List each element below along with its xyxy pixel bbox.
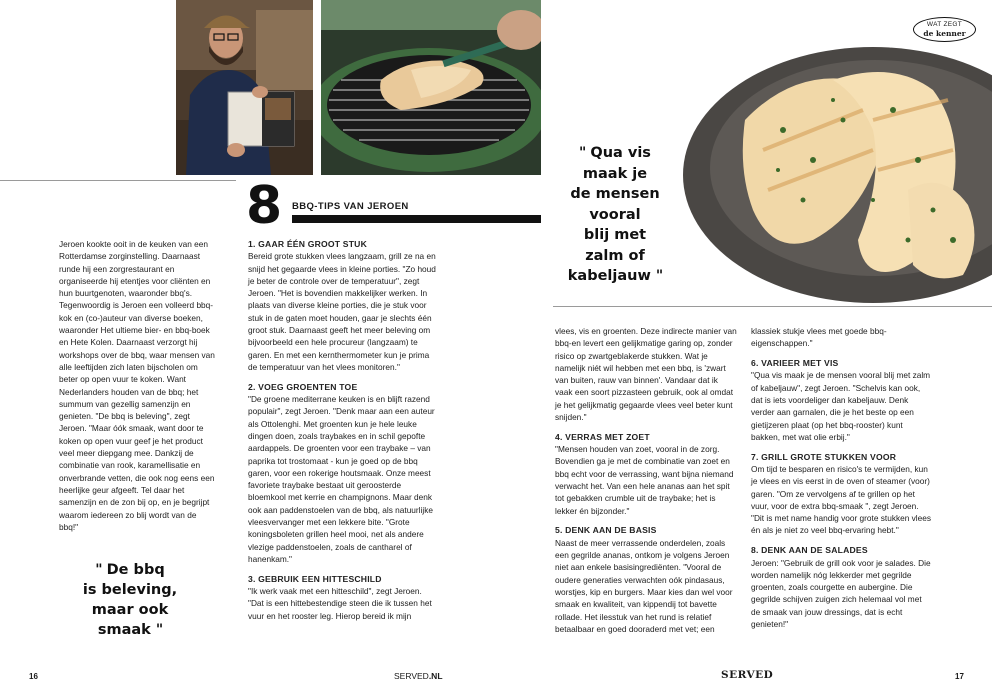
left-top-rule — [0, 180, 236, 181]
tips-column-3 — [751, 325, 933, 638]
tips-number: 8 — [246, 176, 283, 236]
tip-8-text: Jeroen: "Gebruik de grill ook voor je salades. Die worden namelijk nóg lekkerder met gegrilde groenten, zoals courgette en aubergine. Die gegrilde schijven zuigen zich helemaal vol met de smaak van jouw dressings, dat is echt genieten!" — [751, 557, 931, 630]
quote-left-line-4: smaak — [97, 622, 151, 638]
tips-column-1 — [248, 238, 438, 629]
quote-right-line-2: maak je — [582, 165, 648, 182]
badge-line-2: de kenner — [923, 29, 966, 38]
quote-open-mark: " — [95, 562, 102, 578]
quote-right-close-mark: " — [655, 268, 663, 284]
quote-left-line-2: is beleving, — [82, 582, 178, 598]
wat-zegt-badge — [913, 17, 976, 42]
tip-5-continued: klassiek stukje vlees met goede bbq-eigenschappen." — [751, 326, 887, 349]
tips-title-bar — [292, 215, 541, 223]
site-suffix: .NL — [428, 671, 443, 681]
pull-quote-right — [560, 143, 670, 287]
pull-quote-left — [75, 560, 185, 640]
quote-left-line-3: maar ook — [91, 602, 169, 618]
tips-title: BBQ-TIPS VAN JEROEN — [292, 201, 409, 212]
right-mid-rule — [553, 306, 992, 307]
tip-8-title: 8. DENK AAN DE SALADES — [751, 545, 868, 556]
photo-chef-with-book — [176, 0, 313, 175]
badge-line-1: WAT ZEGT — [926, 21, 963, 28]
tip-1-text: Bereid grote stukken vlees langzaam, grill ze na en snijd het gegaarde vlees in kleine porties. "Zo houd je beter de controle over de temperatuur", zegt Jeroen. "Het is bovendien makkelijker werken. In plaats van diverse kleine porties, die je stuk voor stuk in de gaten moet houden, gaar je slechts één groot stuk. Daarnaast geeft het meer beleving om bijvoorbeeld een hele procureur (langzaam) te garen. En met een kernthermometer kun je prima de temperatuur van het vlees monitoren." — [248, 251, 436, 372]
quote-right-line-5: blij met — [583, 227, 647, 243]
site-prefix: SERVED — [394, 671, 429, 681]
intro-text — [59, 238, 216, 533]
tip-7-text: Om tijd te besparen en risico's te vermijden, kun je vlees en vis eerst in de oven of steamer (voor) garen. "Om ze vervolgens af te grillen op het vuur, voor de extra bbq-smaak ", zegt Jeroen. "Dit is met name handig voor grote stukken vlees én als je niet zo veel bbq-ervaring hebt." — [751, 463, 932, 536]
quote-close-mark: " — [155, 622, 163, 638]
intro-paragraph: Jeroen kookte ooit in de keuken van een Rotterdamse zorginstelling. Daarnaast runde hij een zorgrestaurant en organiseerde hij etentjes voor cliënten en hun buurtgenoten, waaronder bbq's. Tegenwoordig is Jeroen een volleerd bbq-kok en (co-)auteur van diverse boeken, waaronder Het ultieme bier- en bbq-boek en Hete Kolen. Daarnaast verzorgt hij workshops over de bbq, waar mensen van alle leeftijden zich laten bijscholen om beter op open vuur te koken. Want Nederlanders houden van de bbq; het summum van gezellig samenzijn en genieten. "De bbq is beleving", zegt Jeroen. "Maar óók smaak, want door te koken op open vuur geef je het product veel meer diepgang mee. Dankzij de combinatie van rook, karamellisatie en onverbrande vetten, die ook nog eens een heerlijke geur afgeeft. Tel daar het samenzijn en de zon bij op, en je begrijpt waarom iedereen zo blij wordt van de bbq!" — [59, 239, 215, 532]
quote-right-line-4: vooral — [589, 206, 641, 223]
site-url — [394, 671, 443, 681]
tip-5-text: Naast de meer verrassende onderdelen, zoals een gegrilde ananas, ontkom je volgens Jeroen niet aan enkele basisingrediënten. "Vooral de oudere generaties verwachten oók pindasaus, worstjes, kip en burgers. Maar kies dan wel voor smaak en kwaliteit, van kippendij tot bavette rollade. Het ilesstuk van het rund is relatief betaalbaar en goed dooraderd met vet; een — [555, 537, 733, 634]
quote-right-line-7: kabeljauw — [567, 268, 651, 284]
served-logo: SERVED — [721, 669, 774, 681]
quote-right-line-3: de mensen — [570, 186, 660, 202]
tip-2-text: "De groene mediterrane keuken is en blijft razend populair", zegt Jeroen. "Denk maar aan een auteur als Ottolenghi. Met groenten kun je hele leuke dingen doen, zoals traybakes en in schil gepofte aardappels. De groenten voor een traybake – van paprika tot trostomaat - kun je goed op de bbq garen, voor een rokerige houtsmaak. Onze meest favoriete traybake bestaat uit geroosterde bloemkool met kerrie en champignons. Maar denk ook aan paddenstoelen van de bbq, als natuurlijke vleesvervanger met een lekkere bite. "Grote koningsboleten grillen heel mooi, net als andere vlezige paddenstoelen, zoals de cantharel of hanenkam." — [248, 394, 435, 564]
quote-left-line-1: De bbq — [106, 562, 165, 578]
tip-1-title: 1. GAAR ÉÉN GROOT STUK — [248, 239, 367, 249]
photo-grill — [321, 0, 541, 175]
tip-4-title: 4. VERRAS MET ZOET — [555, 431, 650, 442]
quote-right-line-1: Qua vis — [590, 145, 651, 161]
tip-3-title: 3. GEBRUIK EEN HITTESCHILD — [248, 573, 382, 584]
photo-grilled-fish-plate — [683, 40, 992, 308]
tip-6-text: "Qua vis maak je de mensen vooral blij met zalm of kabeljauw", zegt Jeroen. "Schelvis kan ook, dat is iets voordeliger dan kabeljauw. Denk verder aan garnalen, die je het beste op een gietijzeren plaat (op het bbq-rooster) kunt bakken, met wat olie erbij." — [751, 370, 931, 442]
tip-4-text: "Mensen houden van zoet, vooral in de zorg. Bovendien ga je met de combinatie van zoet en bbq echt voor de verrassing, want bijna niemand verwacht het. Van een hele ananas aan het spit tot gebakken crumble uit de traybake; het is lekker én bijzonder." — [555, 444, 734, 516]
tip-5-title: 5. DENK AAN DE BASIS — [555, 525, 657, 536]
quote-right-open-mark: " — [579, 145, 586, 161]
tip-2-title: 2. VOEG GROENTEN TOE — [248, 381, 358, 392]
tip-3-continued: vlees, vis en groenten. Deze indirecte manier van bbq-en levert een gelijkmatige garing op, zonder risico op zwartgeblakerde stukken. Wat je namelijk niét wil hebben met een bbq, is 'zwart van buiten, rauw van binnen'. Vandaar dat ik vaak een soort pizzasteen gebruik, ook al omdat je het gelijkmatig gegaarde vlees veel beter kunt snijden." — [555, 326, 737, 423]
quote-right-line-6: zalm of — [585, 247, 645, 264]
tip-3-text: "Ik werk vaak met een hitteschild", zegt Jeroen. "Dat is een hittebestendige steen die ik tussen het vuur en het rooster leg. Hierop bereid ik mijn — [248, 586, 432, 621]
tip-7-title: 7. GRILL GROTE STUKKEN VOOR — [751, 451, 897, 462]
tip-6-title: 6. VARIEER MET VIS — [751, 358, 839, 369]
page-number-left: 16 — [29, 672, 38, 681]
tips-column-2 — [555, 325, 737, 643]
page-number-right: 17 — [955, 672, 964, 681]
